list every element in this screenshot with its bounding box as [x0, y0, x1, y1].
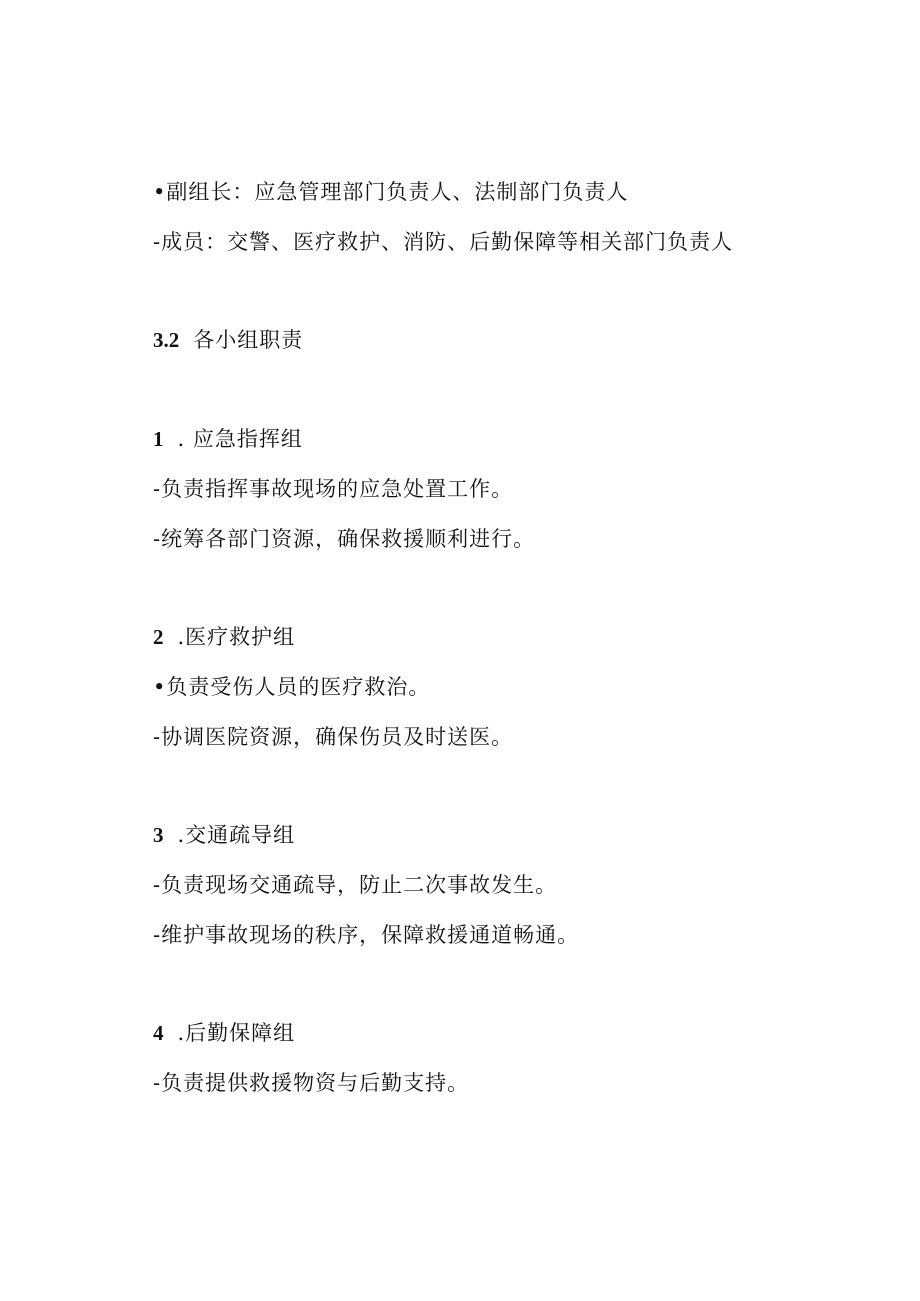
group-heading: [153, 821, 295, 849]
group-name: .后勤保障组: [177, 1021, 296, 1045]
group-number: 3: [153, 823, 164, 847]
members-line: -成员：交警、医疗救护、消防、后勤保障等相关部门负责人: [153, 230, 734, 254]
deputy-leader-line: •副组长：应急管理部门负责人、法制部门负责人: [153, 180, 629, 204]
group-item: -负责现场交通疏导，防止二次事故发生。: [153, 873, 558, 897]
section-heading: [153, 326, 303, 354]
group-number: 4: [153, 1021, 164, 1045]
section-number: 3.2: [153, 328, 180, 352]
group-number: 1: [153, 427, 164, 451]
group-name: .交通疏导组: [177, 823, 296, 847]
group-item: -协调医院资源，确保伤员及时送医。: [153, 725, 514, 749]
group-item: -统筹各部门资源，确保救援顺利进行。: [153, 527, 536, 551]
group-item: •负责受伤人员的医疗救治。: [153, 675, 431, 699]
group-number: 2: [153, 625, 164, 649]
section-title: 各小组职责: [193, 328, 304, 352]
group-item: -维护事故现场的秩序，保障救援通道畅通。: [153, 923, 580, 947]
group-name: .医疗救护组: [177, 625, 296, 649]
group-item: -负责提供救援物资与后勤支持。: [153, 1071, 470, 1095]
group-name: . 应急指挥组: [177, 427, 303, 451]
group-heading: [153, 425, 303, 453]
group-item: -负责指挥事故现场的应急处置工作。: [153, 477, 514, 501]
group-heading: [153, 1019, 295, 1047]
group-heading: [153, 623, 295, 651]
